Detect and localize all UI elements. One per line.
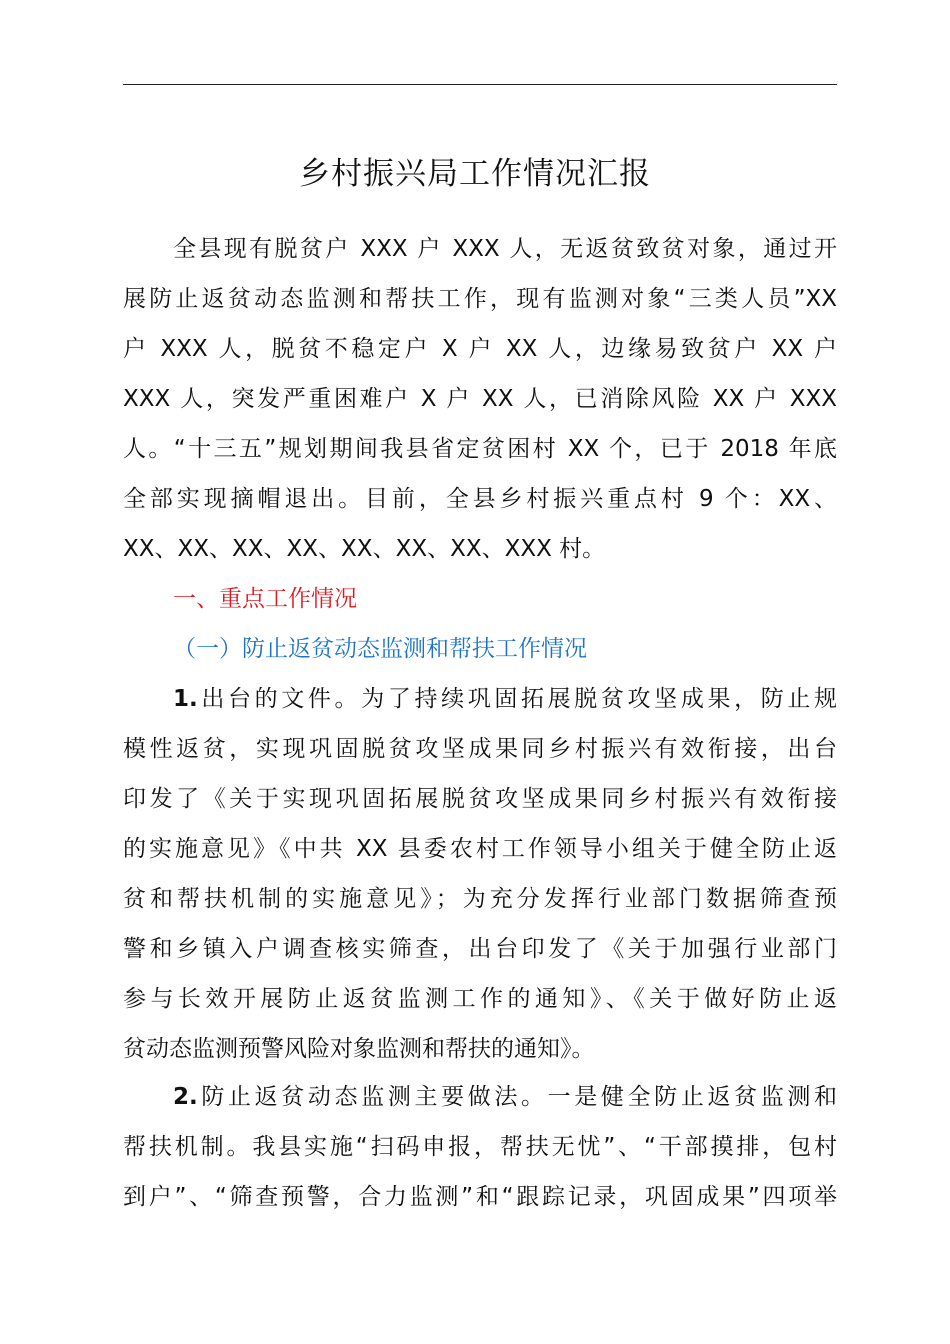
paragraph-methods	[123, 1072, 837, 1222]
paragraph-line: 警和乡镇入户调查核实筛查，出台印发了《关于加强行业部门	[123, 936, 837, 962]
paragraph-line: 印发了《关于实现巩固拓展脱贫攻坚成果同乡村振兴有效衔接	[123, 786, 837, 812]
paragraph-line: 人。“十三五”规划期间我县省定贫困村 XX 个，已于 2018 年底	[123, 436, 837, 462]
item-number: 2.	[173, 1084, 198, 1110]
paragraph-first-line	[123, 674, 837, 724]
paragraph-line-text: 出台的文件。为了持续巩固拓展脱贫攻坚成果，防止规	[197, 686, 837, 712]
paragraph-line: 到户”、“筛查预警，合力监测”和“跟踪记录，巩固成果”四项举	[123, 1184, 837, 1210]
paragraph-line: XXX 人，突发严重困难户 X 户 XX 人，已消除风险 XX 户 XXX	[123, 386, 837, 412]
header-rule	[123, 84, 837, 85]
subheading-text: （一）防止返贫动态监测和帮扶工作情况	[173, 636, 587, 662]
paragraph-line: 展防止返贫动态监测和帮扶工作，现有监测对象“三类人员”XX	[123, 286, 837, 312]
paragraph-line: 帮扶机制。我县实施“扫码申报，帮扶无忧”、“干部摸排，包村	[123, 1134, 837, 1160]
paragraph-line: 参与长效开展防止返贫监测工作的通知》、《关于做好防止返	[123, 986, 837, 1012]
paragraph-line: 贫动态监测预警风险对象监测和帮扶的通知》。	[123, 1036, 595, 1062]
paragraph-documents	[123, 674, 837, 1074]
paragraph-line: 户 XXX 人，脱贫不稳定户 X 户 XX 人，边缘易致贫户 XX 户	[123, 336, 837, 362]
section-heading-2	[123, 624, 837, 674]
paragraph-line: 全县现有脱贫户 XXX 户 XXX 人，无返贫致贫对象，通过开	[173, 236, 837, 262]
intro-paragraph	[123, 224, 837, 574]
document-title: 乡村振兴局工作情况汇报	[299, 156, 651, 192]
paragraph-line: 贫和帮扶机制的实施意见》；为充分发挥行业部门数据筛查预	[123, 886, 837, 912]
paragraph-first-line	[123, 1072, 837, 1122]
paragraph-line: 的实施意见》《中共 XX 县委农村工作领导小组关于健全防止返	[123, 836, 837, 862]
paragraph-line: XX、XX、XX、XX、XX、XX、XX、XXX 村。	[123, 536, 606, 562]
paragraph-line-text: 防止返贫动态监测主要做法。一是健全防止返贫监测和	[197, 1084, 837, 1110]
item-number: 1.	[173, 686, 198, 712]
heading-text: 一、重点工作情况	[173, 586, 357, 612]
paragraph-line: 模性返贫，实现巩固脱贫攻坚成果同乡村振兴有效衔接，出台	[123, 736, 837, 762]
paragraph-line: 全部实现摘帽退出。目前，全县乡村振兴重点村 9 个：XX、	[123, 486, 837, 512]
section-heading-1	[123, 574, 837, 624]
